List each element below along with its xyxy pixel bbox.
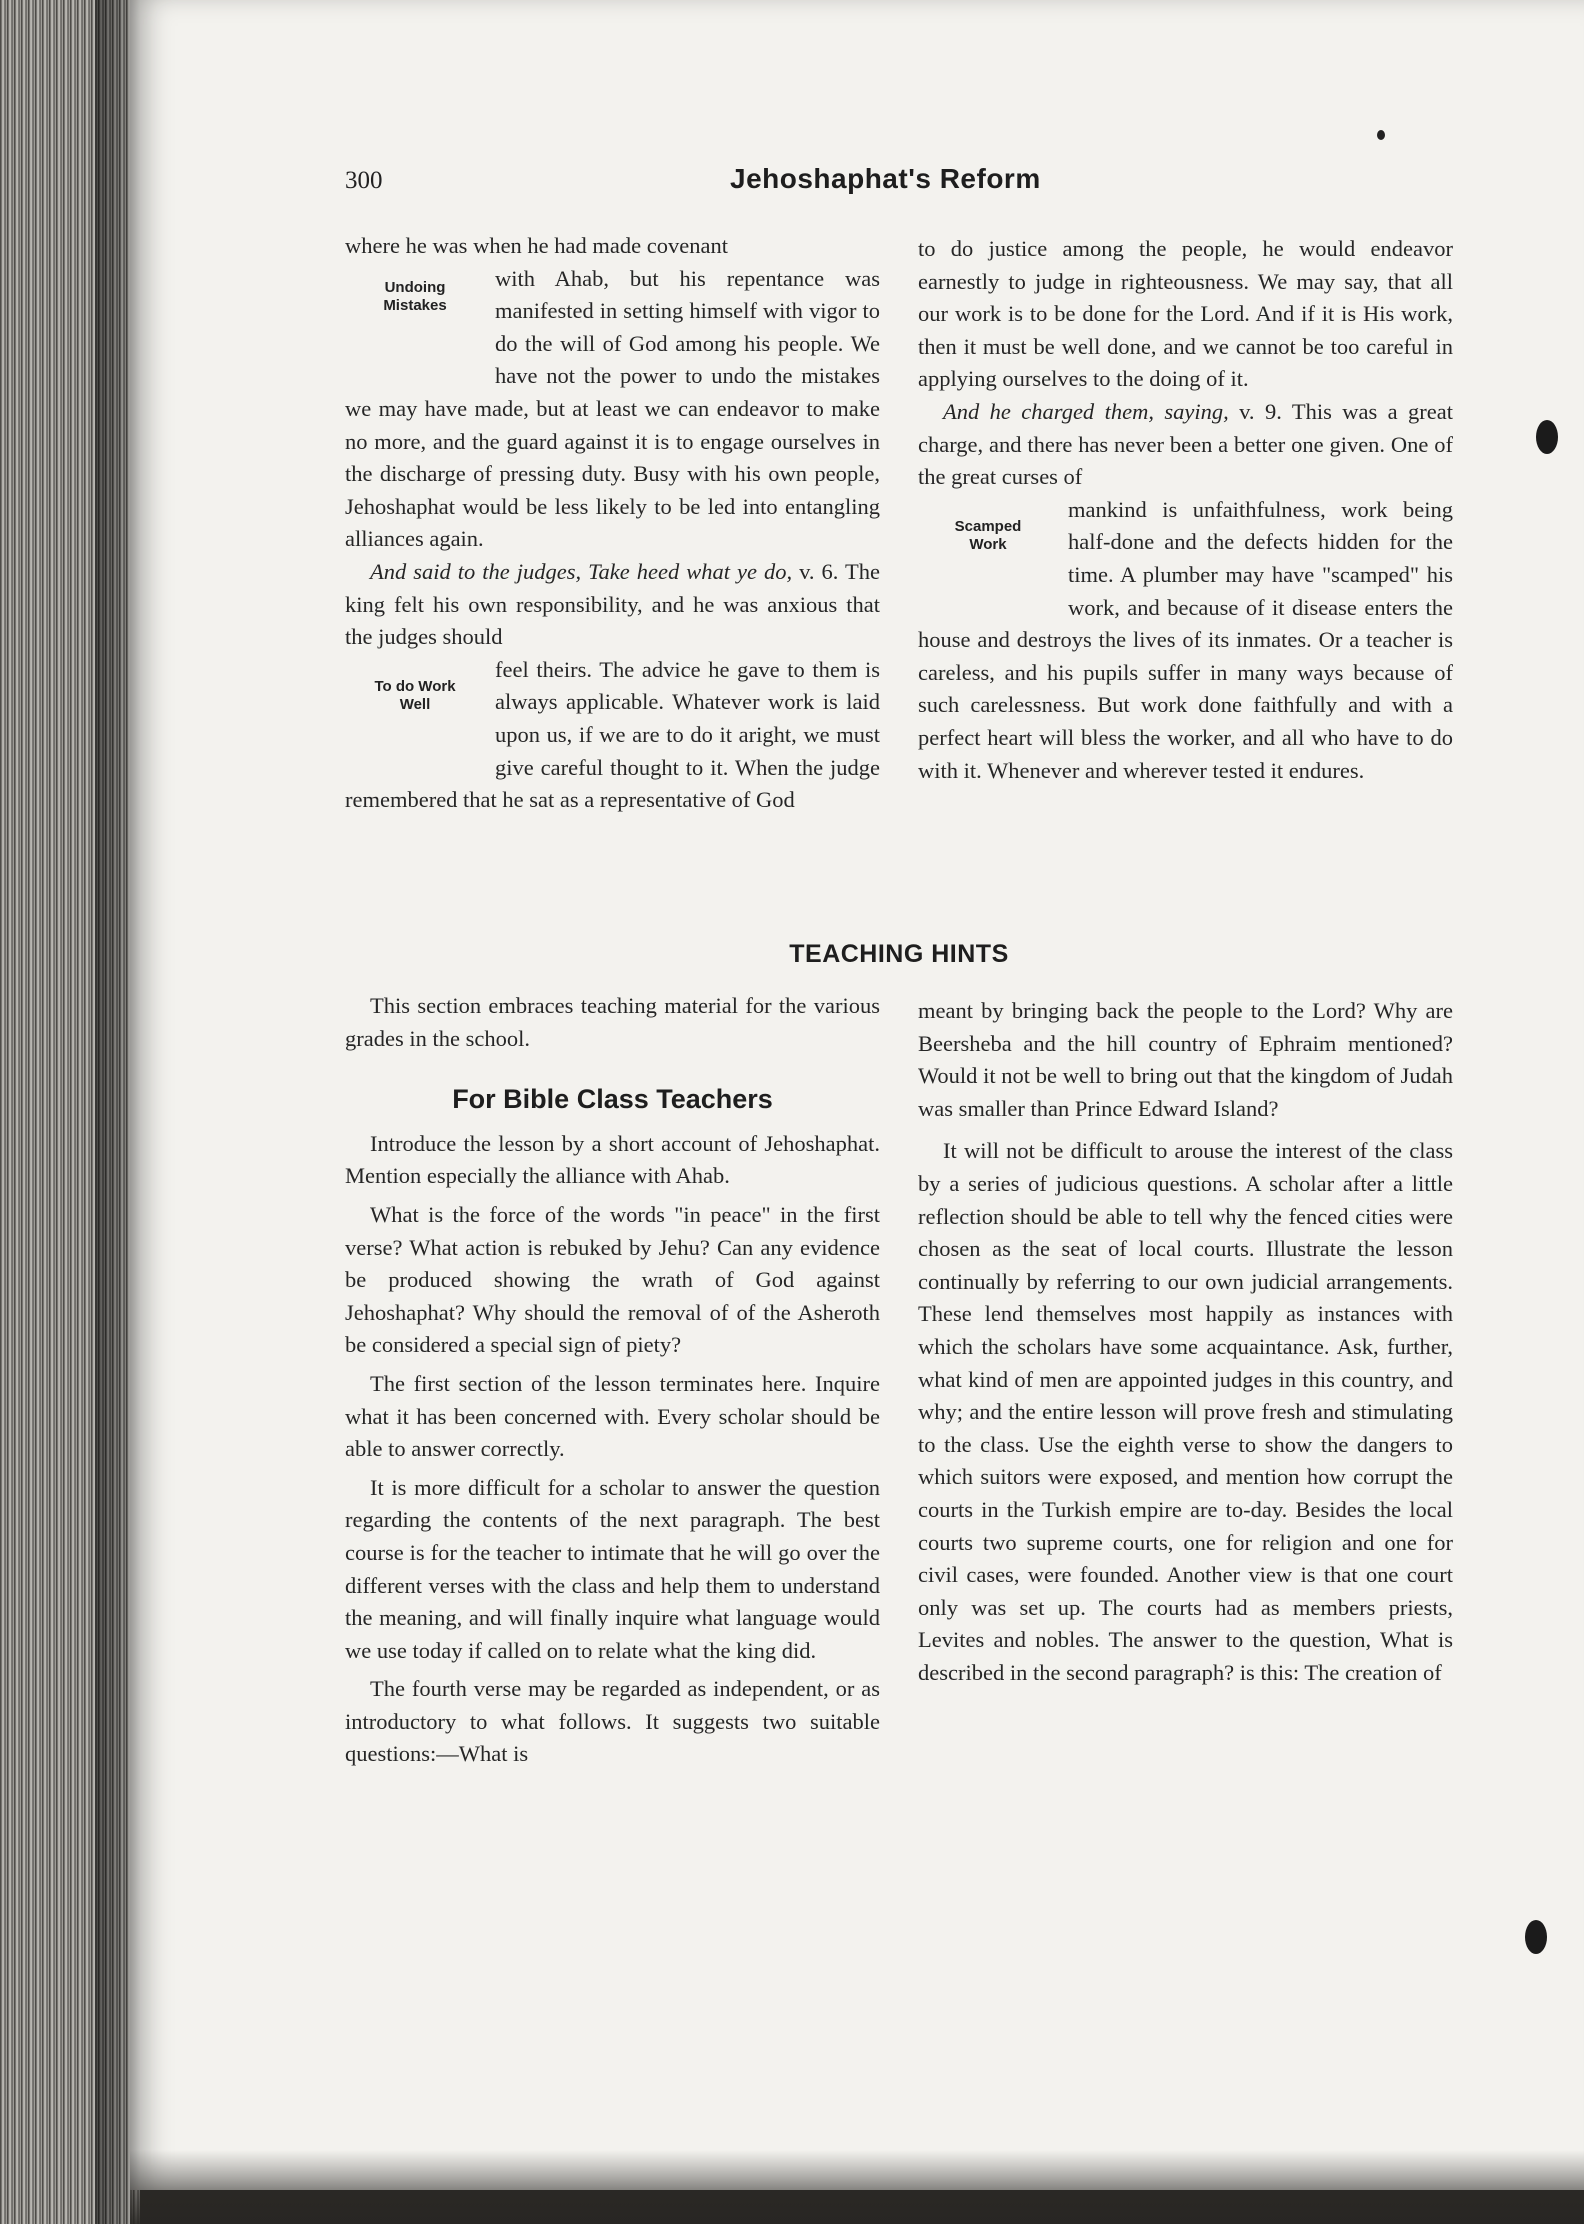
- running-header: [345, 163, 1425, 213]
- paragraph: What is the force of the words "in peace" in the first verse? What action is rebuked by Jehu? Can any evidence be produced showing the wrath of God against Jehoshaphat? Why should the removal of of the Asheroth be considered a special sign of piety?: [345, 1201, 880, 1358]
- ink-dot: [1377, 130, 1385, 140]
- page-bottom-edge: [130, 2150, 1584, 2224]
- sidenote-to-do-work-well: To do Work Well: [374, 677, 456, 713]
- paragraph: It is more difficult for a scholar to answer the question regarding the contents of the next paragraph. The best course is for the teacher to intimate that he will go over the different verses with the class and help them to understand the meaning, and will finally inquire what language would we use today if called on to relate what the king did.: [345, 1474, 880, 1663]
- gutter-shadow: [95, 0, 140, 2224]
- page-number: 300: [345, 167, 383, 194]
- subheading: For Bible Class Teachers: [452, 1084, 773, 1115]
- lower-right-column: [918, 995, 1453, 1689]
- paragraph: The first section of the lesson terminates here. Inquire what it has been concerned with. Every scholar should be able to answer correctly.: [345, 1370, 880, 1462]
- paragraph: And said to the judges, Take heed what ye do, v. 6. The king felt his own responsibility, and he was anxious that the judges should: [345, 558, 880, 650]
- paragraph: It will not be difficult to arouse the interest of the class by a series of judicious questions. A scholar after a little reflection should be able to tell why the fenced cities were chosen as the seat of local courts. Illustrate the lesson continually by referring to our own judicial arrangements. These lend themselves most happily as instances with which the scholars have some acquaintance. Ask, further, what kind of men are appointed judges in this country, and why; and the entire lesson will prove fresh and stimulating to the class. Use the eighth verse to show the dangers to which suitors were exposed, and mention how corrupt the courts in the Turkish empire are to-day. Besides the local courts two supreme courts, one for religion and one for civil cases, were founded. Another view is that one court only was set up. The courts had as members priests, Levites and nobles. The answer to the question, What is described in the second paragraph? is this: The creation of: [918, 1138, 1453, 1685]
- paragraph: And he charged them, saying, v. 9. This was a great charge, and there has never been a better one given. One of the great curses of: [918, 398, 1453, 490]
- sidenote-undoing-mistakes: Undoing Mistakes: [383, 278, 447, 314]
- binding-hole-mark: [1536, 420, 1558, 454]
- sidenote-scamped-work: Scamped Work: [954, 517, 1022, 553]
- lower-left-column: [345, 990, 880, 1771]
- paragraph: where he was when he had made covenant: [345, 233, 728, 258]
- binding-hole-mark: [1525, 1920, 1547, 1954]
- scripture-quote: And he charged them, saying,: [943, 398, 1229, 424]
- paragraph: This section embraces teaching material for the various grades in the school.: [345, 993, 880, 1051]
- paragraph: feel theirs. The advice he gave to them is always applicable. Whatever work is laid upon us, if we are to do it aright, we must give careful thought to it. When the judge remembered that he sat as a representative of God: [345, 656, 880, 813]
- running-title: Jehoshaphat's Reform: [730, 163, 1041, 194]
- scripture-quote: And said to the judges, Take heed what ye do,: [370, 558, 793, 584]
- upper-left-column: [345, 230, 880, 817]
- section-heading: TEACHING HINTS: [789, 940, 1009, 968]
- upper-right-column: [918, 233, 1453, 787]
- paragraph: The fourth verse may be regarded as independent, or as introductory to what follows. It suggests two suitable questions:—What is: [345, 1676, 880, 1767]
- paragraph: with Ahab, but his repentance was manifested in setting himself with vigor to do the will of God among his people. We have not the power to undo the mistakes we may have made, but at least we can endeavor to make no more, and the guard against it is to engage ourselves in the discharge of pressing duty. Busy with his own people, Jehoshaphat would be less likely to be led into entangling alliances again.: [345, 265, 880, 552]
- paragraph: Introduce the lesson by a short account of Jehoshaphat. Mention especially the alliance with Ahab.: [345, 1130, 880, 1189]
- paragraph: to do justice among the people, he would endeavor earnestly to judge in righteousness. We may say, that all our work is to be done for the Lord. And if it is His work, then it must be well done, and we cannot be too careful in applying ourselves to the doing of it.: [918, 236, 1453, 392]
- paragraph: mankind is unfaithfulness, work being half-done and the defects hidden for the time. A plumber may have "scamped" his work, and because of it disease enters the house and destroys the lives of its inmates. Or a teacher is careless, and his pupils suffer in many ways because of such carelessness. But work done faithfully and with a perfect heart will bless the worker, and all who have to do with it. Whenever and wherever tested it endures.: [918, 496, 1453, 783]
- paragraph: meant by bringing back the people to the Lord? Why are Beersheba and the hill country of Ephraim mentioned? Would it not be well to bring out that the kingdom of Judah was smaller than Prince Edward Island?: [918, 998, 1453, 1121]
